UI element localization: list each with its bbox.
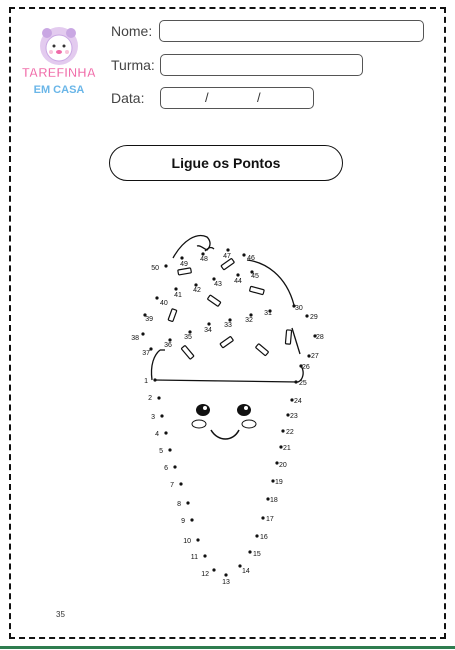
dot-label-5: 5 xyxy=(159,448,163,455)
dot-label-4: 4 xyxy=(155,431,159,438)
dot-label-42: 42 xyxy=(193,287,201,294)
dot-2 xyxy=(157,396,160,399)
dot-11 xyxy=(203,554,206,557)
dot-label-22: 22 xyxy=(286,429,294,436)
dot-label-12: 12 xyxy=(201,571,209,578)
logo-line1: TAREFINHA xyxy=(21,65,97,80)
dot-16 xyxy=(255,534,258,537)
dot-label-44: 44 xyxy=(234,278,242,285)
dot-50 xyxy=(164,264,167,267)
dot-label-13: 13 xyxy=(222,579,230,586)
ice-cream-face xyxy=(192,404,256,439)
dot-label-46: 46 xyxy=(247,255,255,262)
dot-label-32: 32 xyxy=(245,317,253,324)
left-eye-icon xyxy=(196,404,210,416)
dot-label-11: 11 xyxy=(190,554,198,561)
activity-title: Ligue os Pontos xyxy=(109,145,343,181)
dot-label-26: 26 xyxy=(302,364,310,371)
logo-line2: EM CASA xyxy=(33,84,85,96)
dot-label-30: 30 xyxy=(295,305,303,312)
right-eye-icon xyxy=(237,404,251,416)
dot-label-48: 48 xyxy=(200,256,208,263)
dot-label-19: 19 xyxy=(275,479,283,486)
dot-label-15: 15 xyxy=(253,551,261,558)
dot-label-7: 7 xyxy=(170,482,174,489)
dot-label-50: 50 xyxy=(151,265,159,272)
dot-9 xyxy=(190,518,193,521)
dot-label-34: 34 xyxy=(204,327,212,334)
dot-label-43: 43 xyxy=(214,281,222,288)
dot-label-23: 23 xyxy=(290,413,298,420)
dot-4 xyxy=(164,431,167,434)
dot-label-39: 39 xyxy=(145,316,153,323)
dot-label-6: 6 xyxy=(164,465,168,472)
dot-label-20: 20 xyxy=(279,462,287,469)
dot-25 xyxy=(294,380,297,383)
dot-10 xyxy=(196,538,199,541)
ice-cream-sprinkles xyxy=(168,258,292,359)
dot-label-35: 35 xyxy=(184,334,192,341)
dot-label-18: 18 xyxy=(270,497,278,504)
dot-41 xyxy=(174,287,177,290)
smile-icon xyxy=(211,430,239,439)
name-label: Nome: xyxy=(111,23,153,39)
dot-3 xyxy=(160,414,163,417)
dot-label-28: 28 xyxy=(316,334,324,341)
dot-labels xyxy=(131,253,324,586)
dot-15 xyxy=(248,550,251,553)
dot-13 xyxy=(224,573,227,576)
dot-29 xyxy=(305,314,308,317)
dot-label-1: 1 xyxy=(144,378,148,385)
dot-38 xyxy=(141,332,144,335)
dot-label-27: 27 xyxy=(311,353,319,360)
dot-label-17: 17 xyxy=(266,516,274,523)
page-number: 35 xyxy=(56,610,65,619)
dot-label-31: 31 xyxy=(264,310,272,317)
dot-label-21: 21 xyxy=(283,445,291,452)
dot-8 xyxy=(186,501,189,504)
dot-12 xyxy=(212,568,215,571)
dot-22 xyxy=(281,429,284,432)
dot-34 xyxy=(207,322,210,325)
date-separator-1: / xyxy=(205,90,209,105)
dot-7 xyxy=(179,482,182,485)
dot-label-38: 38 xyxy=(131,335,139,342)
dot-label-14: 14 xyxy=(242,568,250,575)
dot-49 xyxy=(180,256,183,259)
dot-1 xyxy=(153,378,156,381)
dot-label-33: 33 xyxy=(224,322,232,329)
dot-47 xyxy=(226,248,229,251)
dot-label-10: 10 xyxy=(183,538,191,545)
dot-5 xyxy=(168,448,171,451)
dot-label-2: 2 xyxy=(148,395,152,402)
dot-46 xyxy=(242,253,245,256)
dot-6 xyxy=(173,465,176,468)
date-label: Data: xyxy=(111,90,145,106)
dot-label-24: 24 xyxy=(294,398,302,405)
dot-17 xyxy=(261,516,264,519)
dot-label-25: 25 xyxy=(299,380,307,387)
dot-44 xyxy=(236,273,239,276)
class-label: Turma: xyxy=(111,57,155,73)
dot-label-45: 45 xyxy=(251,273,259,280)
date-separator-2: / xyxy=(257,90,261,105)
dot-label-3: 3 xyxy=(151,414,155,421)
dot-label-8: 8 xyxy=(177,501,181,508)
dot-label-16: 16 xyxy=(260,534,268,541)
dot-label-40: 40 xyxy=(160,300,168,307)
dot-label-36: 36 xyxy=(164,342,172,349)
dot-label-49: 49 xyxy=(180,261,188,268)
dot-label-47: 47 xyxy=(223,253,231,260)
dot-label-41: 41 xyxy=(174,292,182,299)
dot-label-37: 37 xyxy=(142,350,150,357)
dot-label-9: 9 xyxy=(181,518,185,525)
dot-40 xyxy=(155,296,158,299)
dot-label-29: 29 xyxy=(310,314,318,321)
